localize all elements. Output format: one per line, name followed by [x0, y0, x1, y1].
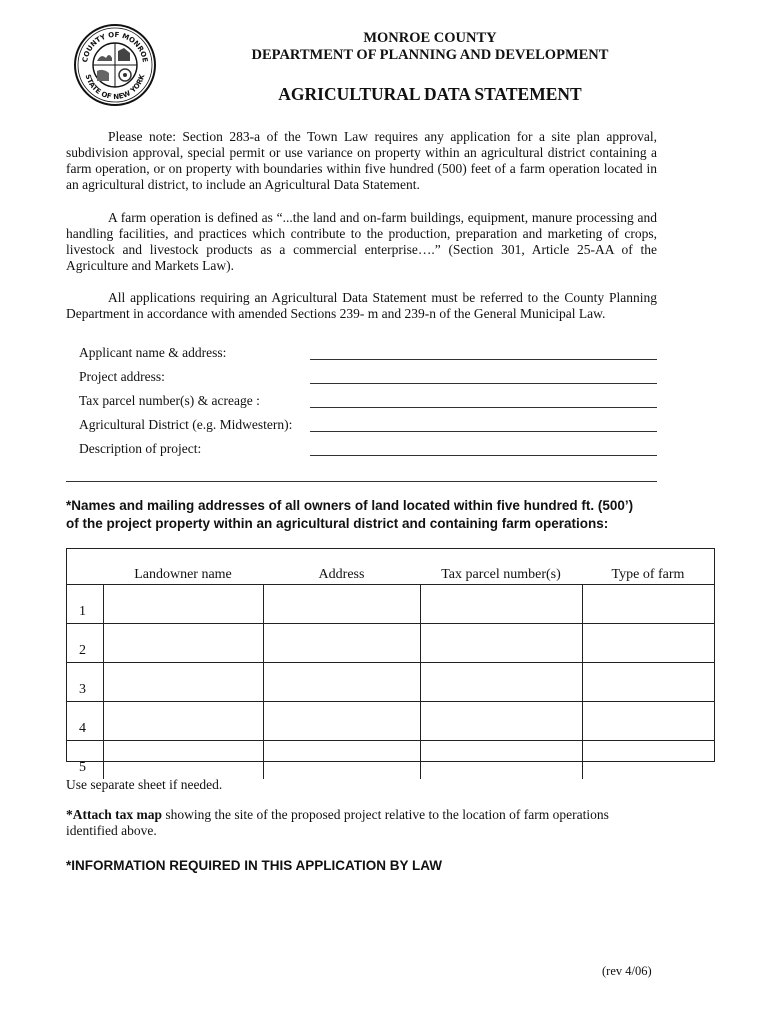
separate-sheet-note: Use separate sheet if needed. — [66, 777, 223, 792]
table-row — [67, 585, 714, 624]
definition-paragraph: A farm operation is defined as “...the land and on-farm buildings, equipment, manure processing and handling facilities, and practices which contribute to the production, preparation and marketing of crops, livestock and livestock products as a commercial enterprise….” (Section 301, Article 25-AA of the Agriculture and Markets Law). — [66, 210, 657, 273]
table-row-number-header — [67, 549, 103, 585]
tax-parcel-cell[interactable] — [420, 585, 582, 624]
attach-tax-map-note: *Attach tax map showing the site of the proposed project relative to the location of farm operations identified above. — [66, 807, 609, 838]
row-number: 1 — [67, 585, 103, 624]
tax-parcel-cell[interactable] — [420, 741, 582, 780]
intro-paragraph: Please note: Section 283-a of the Town Law requires any application for a site plan approval, subdivision approval, special permit or use variance on property within an agricultural district containing a farm operation, or on property with boundaries within five hundred (500) feet of a farm operation located in an agricultural district, to include an Agricultural Data Statement. — [66, 129, 657, 192]
applicant-field[interactable] — [310, 359, 657, 360]
seal-bottom-text: STATE OF NEW YORK — [83, 73, 147, 102]
row-number: 3 — [67, 663, 103, 702]
seal-top-text: COUNTY OF MONROE — [81, 30, 149, 63]
ag-district-field[interactable] — [310, 431, 657, 432]
landowner-name-cell[interactable] — [103, 702, 263, 741]
landowner-name-cell[interactable] — [103, 663, 263, 702]
tax-parcel-field[interactable] — [310, 407, 657, 408]
row-number: 5 — [67, 741, 103, 780]
owners-heading: *Names and mailing addresses of all owners of land located within five hundred ft. (500’) of the project property within an agricultural district and containing farm operations: — [66, 498, 634, 531]
project-address-field[interactable] — [310, 383, 657, 384]
tax-parcel-cell[interactable] — [420, 663, 582, 702]
farm-type-cell[interactable] — [582, 624, 714, 663]
table-row — [67, 624, 714, 663]
tax-parcel-cell[interactable] — [420, 702, 582, 741]
county-name: MONROE COUNTY — [363, 30, 497, 46]
farm-type-cell[interactable] — [582, 702, 714, 741]
address-cell[interactable] — [263, 585, 420, 624]
description-field[interactable] — [310, 455, 657, 456]
table-row — [67, 702, 714, 741]
tax-parcel-label: Tax parcel number(s) & acreage : — [79, 393, 260, 408]
ag-district-label: Agricultural District (e.g. Midwestern): — [79, 417, 293, 432]
table-row — [67, 741, 714, 780]
tax-parcel-cell[interactable] — [420, 624, 582, 663]
column-header-address: Address — [263, 549, 420, 585]
description-field-continued[interactable] — [66, 481, 657, 482]
address-cell[interactable] — [263, 702, 420, 741]
table-row — [67, 663, 714, 702]
document-title: AGRICULTURAL DATA STATEMENT — [278, 84, 582, 104]
row-number: 2 — [67, 624, 103, 663]
landowners-table — [66, 548, 715, 775]
county-seal — [73, 23, 157, 107]
farm-type-cell[interactable] — [582, 741, 714, 780]
landowner-name-cell[interactable] — [103, 585, 263, 624]
referral-paragraph: All applications requiring an Agricultural Data Statement must be referred to the County Planning Department in accordance with amended Sections 239- m and 239-n of the General Municipal Law. — [66, 290, 657, 321]
farm-type-cell[interactable] — [582, 585, 714, 624]
landowner-name-cell[interactable] — [103, 624, 263, 663]
required-by-law-note: *INFORMATION REQUIRED IN THIS APPLICATION BY LAW — [66, 858, 443, 873]
applicant-label: Applicant name & address: — [79, 345, 227, 360]
landowner-name-cell[interactable] — [103, 741, 263, 780]
department-name: DEPARTMENT OF PLANNING AND DEVELOPMENT — [251, 47, 609, 63]
revision-date: (rev 4/06) — [602, 964, 652, 978]
address-cell[interactable] — [263, 624, 420, 663]
address-cell[interactable] — [263, 741, 420, 780]
column-header-landowner: Landowner name — [103, 549, 263, 585]
project-address-label: Project address: — [79, 369, 165, 384]
column-header-tax-parcel: Tax parcel number(s) — [420, 549, 582, 585]
farm-type-cell[interactable] — [582, 663, 714, 702]
description-label: Description of project: — [79, 441, 202, 456]
column-header-farm-type: Type of farm — [582, 549, 714, 585]
address-cell[interactable] — [263, 663, 420, 702]
row-number: 4 — [67, 702, 103, 741]
